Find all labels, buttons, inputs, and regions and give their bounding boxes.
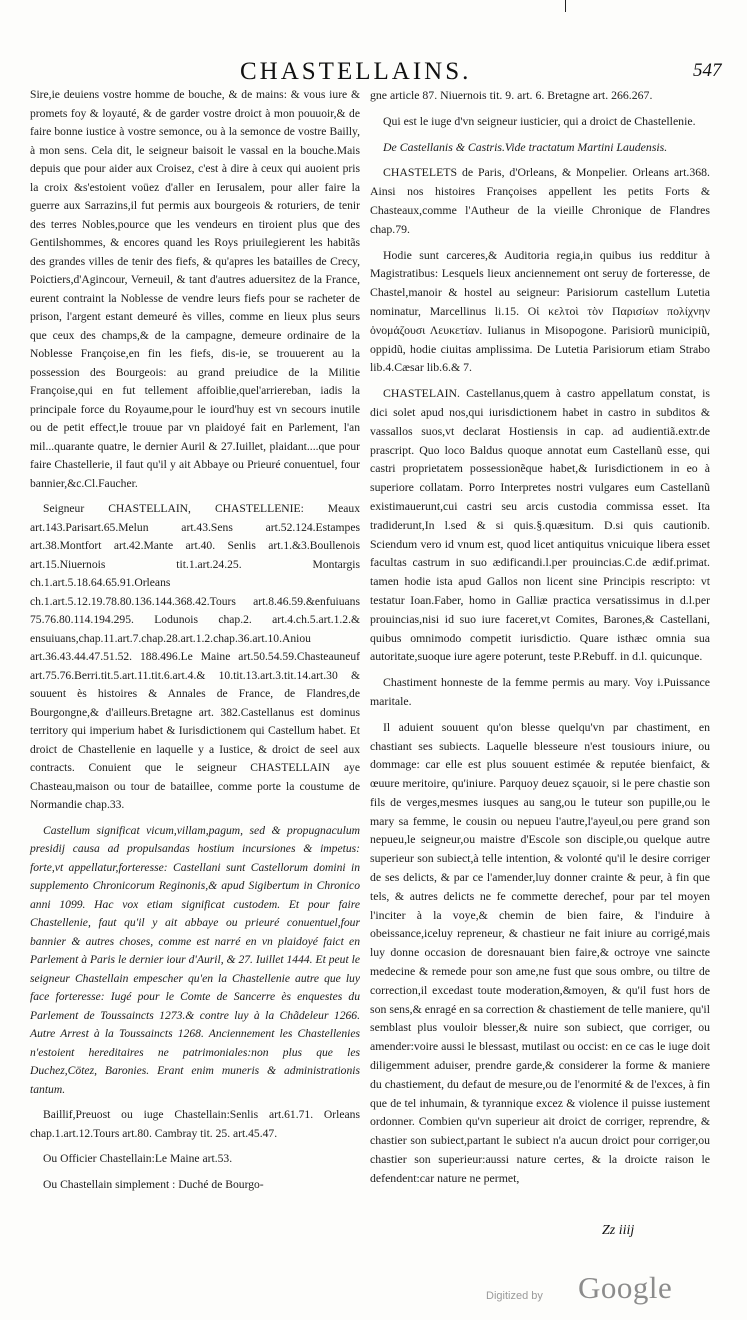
paragraph-chastelain: CHASTELAIN. Castellanus,quem à castro appellatum constat, is dici solet apud nos,qui iurisdictionem habet in castro in subditos & vassallos suos,vt declarat Hostiensis in cap. ad audientiã.extr.de prascript. Quo loco Baldus quoque annotat eum Castellanũ esse, qui castri proprietatem possessionẽque habet,& Iurisdictionem in eo à superiore collatam. Porro Interpretes nostri vulgares eum Castellanũ existimauerunt,cui castri seu arcis custodia commissa esset. Ita tradiderunt,In l.sed & si quis.§.quæsitum. D.si quis cautionib. Sciendum vero id vnum est, quod licet antiquitus vnicuique libera esset facultas castrum in suo ædificandi.l.per prouincias.C.de ædif.primat. tamen hodie ista apud Gallos non licent sine Principis rescripto: vt testatur Ioan.Faber, homo in Galliæ practica versatissimus in d.l.per prouincias,nisi id suo iure faceret,vt Comites, Barones,& Castellani, quibus omnimodo competit iurisdictio. Quare isthæc omnia sua autoritate,suoque iure agere poterunt, teste P.Rebuff. in d.l. quicunque. bbox=[370, 386, 710, 664]
paragraph-continuation: gne article 87. Niuernois tit. 9. art. 6. Bretagne art. 266.267. bbox=[370, 88, 653, 102]
paragraph-castellum: Castellum significat vicum,villam,pagum, sed & propugnaculum presidij causa ad propulsandas hostium incursiones & impetus: forte,vt appellatur,forteresse: Castellani sunt Castellorum domini in supplemento Chronicorum Reginonis,& apud Sigibertum in Chronico anni 1099. Hac vox etiam significat custodem. Et pour faire Chastellenie, faut qu'il y ait abbaye ou prieuré conuentuel,four bannier & autres choses, comme est narré en vn plaidoyé faict en Parlement à Paris le dernier iour d'Auril, & 27. Iuillet 1444. Et peut le seigneur Chastellain empescher qu'en la Chastellenie autre que luy face forteresse: Iugé pour le Comte de Sancerre ès enquestes du Parlement de Toussaincts 1273.& contre luy à la Chãdeleur 1266. Autre Arrest à la Toussaincts 1268. Anciennement les Chastellenies n'estoient hereditaires ne patrimoniales:non plus que les Duchez,Cötez, Baronies. Erant enim muneris & administrationis tantum. bbox=[30, 823, 360, 1096]
digitized-by-label: Digitized by bbox=[486, 1290, 543, 1302]
digitized-by-google-watermark bbox=[486, 1270, 726, 1308]
page-edge-mark bbox=[565, 0, 566, 12]
paragraph-de-castellanis: De Castellanis & Castris.Vide tractatum Martini Laudensis. bbox=[383, 139, 668, 154]
right-column bbox=[370, 86, 710, 1195]
paragraph-oath: Sire,ie deuiens vostre homme de bouche, & de mains: & vous iure & promets foy & loyauté, & de garder vostre droict à mon pouuoir,& de faire bonne iustice à vostre semonce, ou à la semonce de vostre Bailly, à mon sens. Cela dit, le seigneur baisoit le vassal en la bouche.Mais depuis que pour aider aux Croisez, c'est à dire à ceux qui auoient pris la croix &s'estoient voüez d'aller en Ierusalem, pour aller faire la guerre aux Sarrazins,il fut permis aux bourgeois & roturiers, de tenir des terres Nobles,pource que les vendeurs en tiroient plus que des Gentilshommes, & encores quand les Roys priuilegierent les habitãs des grandes villes de tenir des fiefs, & qu'apres les batailles de Crecy, Poictiers,d'Agincour, Verneuil, & tant d'autres aduersitez de la France, eurent contraint la Noblesse de vendre leurs fiefs pour se racheter de prison, l'argent estant demeuré ès villes, comme en lieux plus seurs que ceux des champs,& de la campagne, demeure ordinaire de la Noblesse Françoise,en fin les fiefs, dis-ie, se trouuerent au la possession des Bourgeois: au grand preiudice de la Militie Françoise,qui en fut tellement affoiblie,quel'arriereban, iadis la principale force du Royaume,pour le iourd'huy est vn secours inutile ou de petit effect,le trouue par vn plaidoyé fait en Parlement, l'an mil...quarante quatre, le dernier Auril & 27.Iuillet, plaidant....que pour faire Chastellerie, il faut qu'il y ait Abbaye ou Prieuré conuentuel, four bannier,&c.Cl.Faucher. bbox=[30, 88, 360, 490]
paragraph-hodie: Hodie sunt carceres,& Auditoria regia,in quibus ius redditur à Magistratibus: Lesquels lieux anciennement ont seruy de forteresse, de Chastel,manoir & hostel au seigneur: Parisiorum castellum Lutetia nominatur, Marcellinus li.15. Οἱ κελτοὶ τὸν Παρισίων πολίχνην ὀνομάζουσι Λευκετίαν. Iulianus in Misopogone. Parisiorũ municipiũ, oppidũ, hodie ciuitas amplissima. De Lutetia Parisiorum etiam Strabo lib.4.Cæsar lib.6.& 7. bbox=[370, 247, 710, 375]
google-logo: Google bbox=[578, 1270, 673, 1305]
signature-mark: Zz iiij bbox=[602, 1223, 635, 1238]
paragraph-chastiment-femme: Chastiment honneste de la femme permis au mary. Voy i.Puissance maritale. bbox=[370, 675, 710, 708]
running-header: CHASTELLAINS. bbox=[240, 58, 472, 85]
page-number: 547 bbox=[693, 60, 722, 81]
paragraph-chastelets: CHASTELETS de Paris, d'Orleans, & Monpelier. Orleans art.368. Ainsi nos histoires Françoises appellent les petits Forts & Chasteaux,comme l'Autheur de la vieille Chronique de Flandres chap.79. bbox=[370, 165, 710, 236]
paragraph-baillif: Baillif,Preuost ou iuge Chastellain:Senlis art.61.71. Orleans chap.1.art.12.Tours art.80. Cambray tit. 25. art.45.47. bbox=[30, 1108, 360, 1140]
paragraph-seigneur-chastellain: Seigneur CHASTELLAIN, CHASTELLENIE: Meaux art.143.Parisart.65.Melun art.43.Sens art.52.124.Estampes art.38.Montfort art.42.Mante art.40. Senlis art.1.&3.Boullenois art.15.Niuernois tit.1.art.24.25. Montargis ch.1.art.5.18.64.65.91.Orleans ch.1.art.5.12.19.78.80.136.144.368.42.Tours art.8.46.59.&enfuiuans 75.76.80.114.194.295. Lodunois chap.2. art.4.ch.5.art.1.2.& ensuiuans,chap.11.art.7.chap.28.art.1.2.chap.36.art.10.Aniou art.36.43.44.47.51.52. 188.496.Le Maine art.50.54.59.Chasteauneuf art.75.76.Berri.tit.5.art.11.tit.6.art.4.& 10.tit.13.art.3.tit.14.art.30 & souuent ès histoires & Annales de France, de Flandres,de Bourgongne,& d'ailleurs.Bretagne art. 382.Castellanus est dominus territory qui imperium habet & Iurisdictionem qui Castellum habet. Et droict de Chastellenie en laquelle y a Iustice, & droict de seel aux contracts. Conuient que le seigneur CHASTELLAIN aye Chasteau,maison ou tour de bataillee, comme porte la coustume de Normandie chap.33. bbox=[30, 502, 360, 811]
paragraph-iuge-seigneur: Qui est le iuge d'vn seigneur iusticier, qui a droict de Chastellenie. bbox=[383, 113, 696, 128]
paragraph-chastellain-simplement: Ou Chastellain simplement : Duché de Bourgo- bbox=[43, 1177, 264, 1191]
paragraph-officier: Ou Officier Chastellain:Le Maine art.53. bbox=[43, 1152, 233, 1165]
paragraph-chastiment: Il aduient souuent qu'on blesse quelqu'vn par chastiment, en chastiant ses subiects. Laquelle blesseure n'est tousiours iniure, ou dommage: car elle est plus souuent estimée & reputée bienfaict, & œuure meritoire, qu'iniure. Parquoy deuez sçauoir, si le pere chastie son fils de verges,mesmes iusques au sang,ou le tuteur son pupille,ou le mary sa femme, le cousin ou nepueu l'autre,l'ayeul,ou pere grand son nepueu,le seigneur,ou maistre d'Escole son disciple,ou quelque autre superieur son subiect,à telle intention, & volonté qu'il le desire corriger de ses delicts, & par ce l'amender,luy donner crainte & peur, à fin que tels, & autres delicts ne fe commette derechef, pour par tel moyen l'inciter à la voye,& chemin de bien faire, & l'induire à obeissance,iceluy repreneur, & chastieur ne fait iniure au corrigé,mais luy donne occasion de doresnauant bien faire,& octroye vne saincte medecine & remede pour son ame,ne fust que sous ombre, ou tiltre de correction,il excedast toute moderation,&moyen, & qu'il fust hors de son sens,& enragé en sa correction & chastiement de telle maniere, qu'il semblast plus vouloir blesser,& nuire son subiect, que corriger, ou amender:voire aussi le blessast, mutilast ou occist: en ce cas le iuge doit diligemment aduiser, prendre garde,& considerer la forme & maniere du chastiement, du defaut de mesure,ou de l'enormité & de l'exces, à fin que de tel inhumain, & tyrannique excez & violence il puisse iustement ordonner. Combien qu'vn superieur ait droict de corriger, reprendre, & chastier son subiect,partant le subiect n'a aucun droict pour corriger,ou chastier son superieur:aussi nature certes, & la droicte raison le defendent:car nature ne permet, bbox=[370, 719, 710, 1185]
left-column bbox=[30, 86, 360, 1201]
